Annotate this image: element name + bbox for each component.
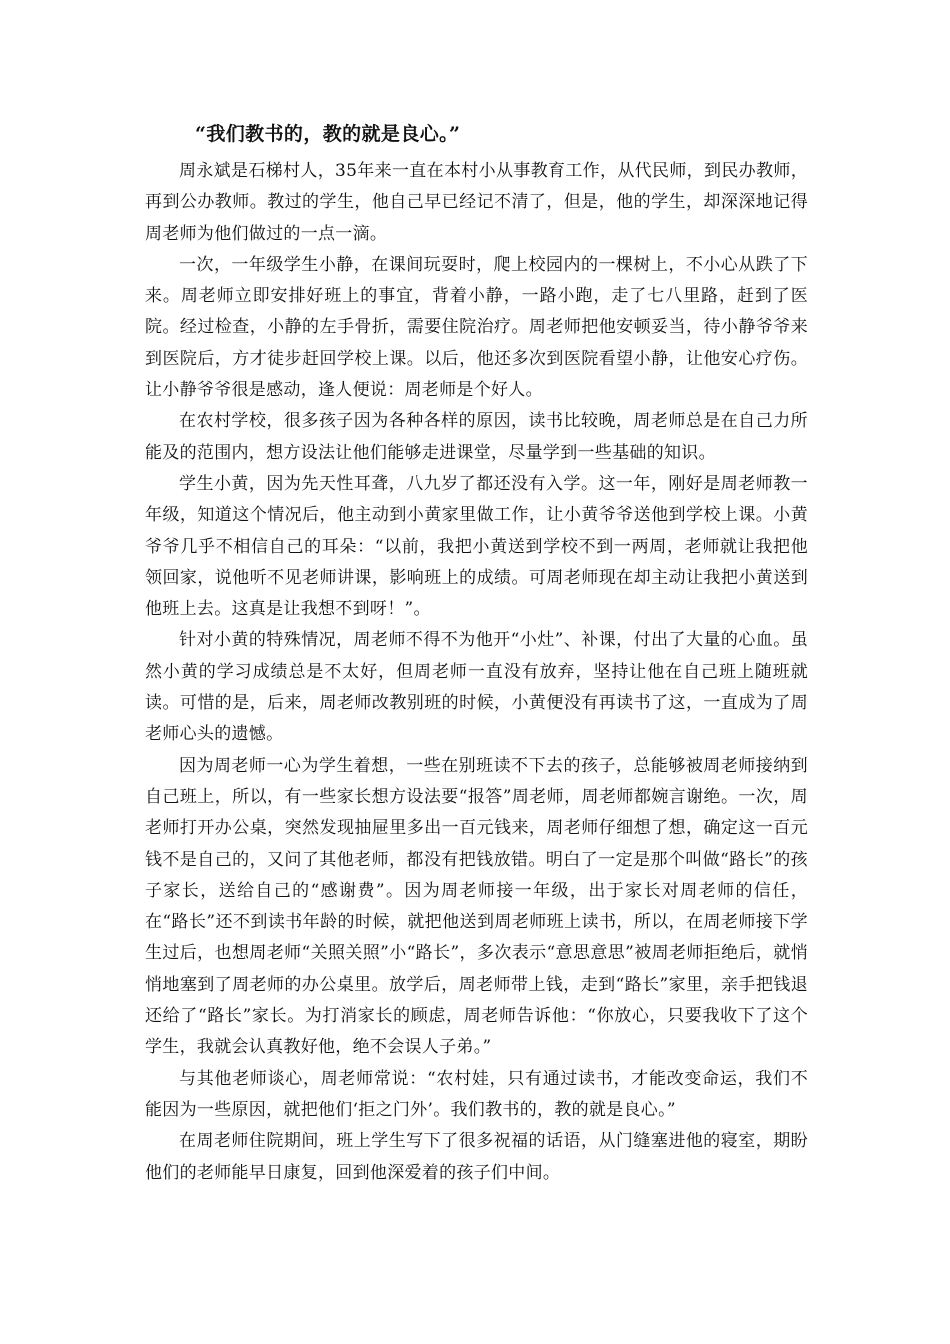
document-page	[145, 118, 808, 1189]
article-heading: “我们教书的，教的就是良心。”	[195, 123, 461, 145]
paragraph-3: 在农村学校，很多孩子因为各种各样的原因，读书比较晚，周老师总是在自己力所能及的范围内，想方设法让他们能够走进课堂，尽量学到一些基础的知识。	[145, 411, 808, 463]
paragraph-5: 针对小黄的特殊情况，周老师不得不为他开“小灶”、补课，付出了大量的心血。虽然小黄的学习成绩总是不太好，但周老师一直没有放弃，坚持让他在自己班上随班就读。可惜的是，后来，周老师改教别班的时候，小黄便没有再读书了这，一直成为了周老师心头的遗憾。	[145, 630, 808, 745]
paragraph-7: 与其他老师谈心，周老师常说：“农村娃，只有通过读书，才能改变命运，我们不能因为一些原因，就把他们‘拒之门外’。我们教书的，教的就是良心。”	[145, 1068, 808, 1120]
paragraph-6: 因为周老师一心为学生着想，一些在别班读不下去的孩子，总能够被周老师接纳到自己班上，所以，有一些家长想方设法要“报答”周老师，周老师都婉言谢绝。一次，周老师打开办公桌，突然发现抽屉里多出一百元钱来，周老师仔细想了想，确定这一百元钱不是自己的，又问了其他老师，都没有把钱放错。明白了一定是那个叫做“路长”的孩子家长，送给自己的“感谢费”。因为周老师接一年级，出于家长对周老师的信任，在“路长”还不到读书年龄的时候，就把他送到周老师班上读书，所以，在周老师接下学生过后，也想周老师“关照关照”小“路长”，多次表示“意思意思”被周老师拒绝后，就悄悄地塞到了周老师的办公桌里。放学后，周老师带上钱，走到“路长”家里，亲手把钱退还给了“路长”家长。为打消家长的顾虑，周老师告诉他：“你放心，只要我收下了这个学生，我就会认真教好他，绝不会误人子弟。”	[145, 755, 808, 1058]
paragraph-1: 周永斌是石梯村人，35年来一直在本村小从事教育工作，从代民师，到民办教师，再到公办教师。教过的学生，他自己早已经记不清了，但是，他的学生，却深深地记得周老师为他们做过的一点一滴。	[145, 161, 808, 244]
paragraph-4: 学生小黄，因为先天性耳聋，八九岁了都还没有入学。这一年，刚好是周老师教一年级，知道这个情况后，他主动到小黄家里做工作，让小黄爷爷送他到学校上课。小黄爷爷几乎不相信自己的耳朵：“以前，我把小黄送到学校不到一两周，老师就让我把他领回家，说他听不见老师讲课，影响班上的成绩。可周老师现在却主动让我把小黄送到他班上去。这真是让我想不到呀！”。	[145, 473, 808, 620]
paragraph-2: 一次，一年级学生小静，在课间玩耍时，爬上校园内的一棵树上，不小心从跌了下来。周老师立即安排好班上的事宜，背着小静，一路小跑，走了七八里路，赶到了医院。经过检查，小静的左手骨折，需要住院治疗。周老师把他安顿妥当，待小静爷爷来到医院后，方才徒步赶回学校上课。以后，他还多次到医院看望小静，让他安心疗伤。让小静爷爷很是感动，逢人便说：周老师是个好人。	[145, 254, 808, 401]
paragraph-8: 在周老师住院期间，班上学生写下了很多祝福的话语，从门缝塞进他的寝室，期盼他们的老师能早日康复，回到他深爱着的孩子们中间。	[145, 1131, 808, 1183]
